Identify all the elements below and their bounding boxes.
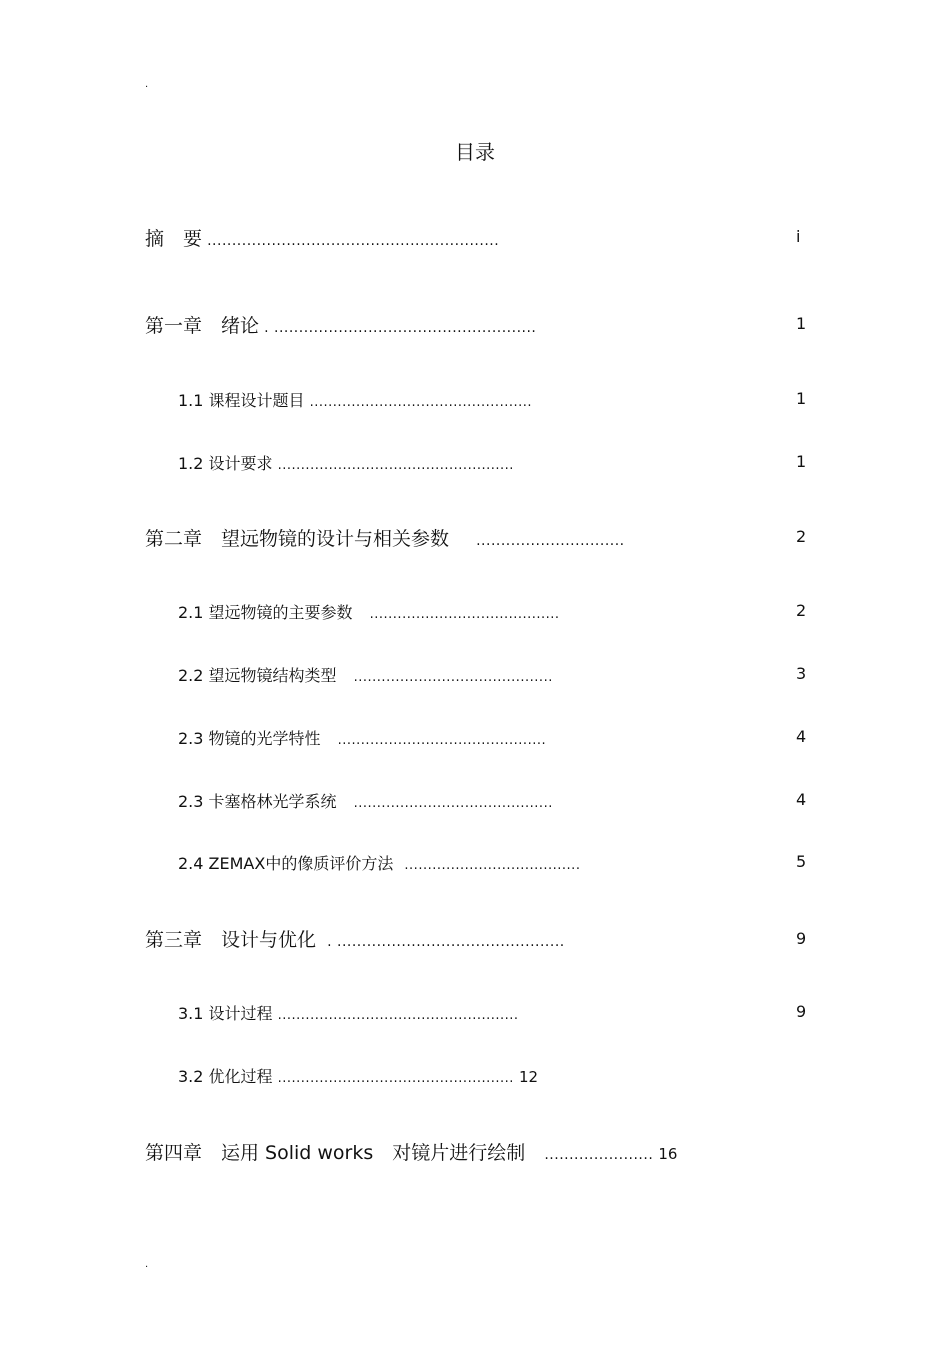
toc-title: 目录 (455, 140, 495, 164)
toc-page-number: 4 (796, 790, 807, 809)
toc-page-number: 5 (796, 852, 807, 871)
toc-leader-dots: ................................................ (309, 395, 532, 410)
toc-leader-dots: ............................................. (337, 733, 547, 748)
toc-leader-dots: ........................................................... (207, 233, 500, 249)
footer-mark: . (145, 1259, 149, 1270)
toc-page-number: i (796, 227, 801, 246)
toc-leader-dots: ................................................... (277, 1071, 514, 1086)
toc-entry-1-1[interactable] (178, 388, 532, 411)
toc-entry-label: 第四章 运用 Solid works 对镜片进行绘制 (145, 1142, 526, 1164)
toc-entry-2-3b[interactable] (178, 789, 553, 812)
toc-leader-dots: . ..................................................... (264, 320, 537, 336)
toc-leader-dots: .............................. (476, 533, 625, 549)
toc-page-number: 2 (796, 527, 807, 546)
toc-leader-dots: ...................... (544, 1147, 654, 1163)
toc-leader-dots: .................................................... (277, 1008, 519, 1023)
toc-entry-2-3a[interactable] (178, 726, 546, 749)
toc-leader-dots: . .............................................. (327, 934, 565, 950)
toc-page-number: 4 (796, 727, 807, 746)
toc-leader-dots: ........................................... (353, 670, 553, 685)
toc-entry-label: 1.2 设计要求 (178, 454, 273, 473)
toc-page-number: 9 (796, 1002, 807, 1021)
toc-page-number: 9 (796, 929, 807, 948)
toc-entry-chapter-4[interactable] (145, 1138, 677, 1165)
toc-entry-chapter-1[interactable] (145, 311, 536, 338)
toc-entry-label: 1.1 课程设计题目 (178, 391, 305, 410)
toc-leader-dots: ......................................... (369, 607, 560, 622)
toc-entry-label: 2.3 物镜的光学特性 (178, 729, 321, 748)
toc-entry-label: 第一章 绪论 (145, 315, 260, 337)
toc-entry-2-2[interactable] (178, 663, 553, 686)
toc-entry-2-4[interactable] (178, 851, 580, 874)
toc-entry-3-1[interactable] (178, 1001, 519, 1024)
toc-leader-dots: ...................................... (404, 858, 581, 873)
toc-entry-label: 3.1 设计过程 (178, 1004, 273, 1023)
toc-entry-label: 第三章 设计与优化 (145, 929, 317, 951)
toc-page-number: 1 (796, 389, 807, 408)
toc-entry-abstract[interactable] (145, 224, 499, 251)
toc-entry-label: 摘 要 (145, 228, 203, 250)
toc-entry-2-1[interactable] (178, 600, 560, 623)
toc-entry-1-2[interactable] (178, 451, 514, 474)
toc-page-number: 16 (658, 1145, 678, 1163)
toc-entry-chapter-3[interactable] (145, 925, 565, 952)
toc-entry-label: 3.2 优化过程 (178, 1067, 273, 1086)
toc-page-number: 1 (796, 314, 807, 333)
header-mark: . (145, 79, 149, 90)
toc-entry-label: 2.1 望远物镜的主要参数 (178, 603, 353, 622)
toc-leader-dots: ........................................... (353, 796, 553, 811)
toc-entry-chapter-2[interactable] (145, 524, 625, 551)
toc-leader-dots: ................................................... (277, 458, 514, 473)
toc-entry-label: 第二章 望远物镜的设计与相关参数 (145, 528, 450, 550)
toc-entry-label: 2.2 望远物镜结构类型 (178, 666, 337, 685)
toc-page-number: 2 (796, 601, 807, 620)
toc-page-number: 3 (796, 664, 807, 683)
toc-entry-label: 2.4 ZEMAX中的像质评价方法 (178, 854, 394, 873)
toc-page-number: 12 (518, 1068, 539, 1086)
toc-entry-label: 2.3 卡塞格林光学系统 (178, 792, 337, 811)
toc-entry-3-2[interactable] (178, 1064, 538, 1087)
toc-page-number: 1 (796, 452, 807, 471)
